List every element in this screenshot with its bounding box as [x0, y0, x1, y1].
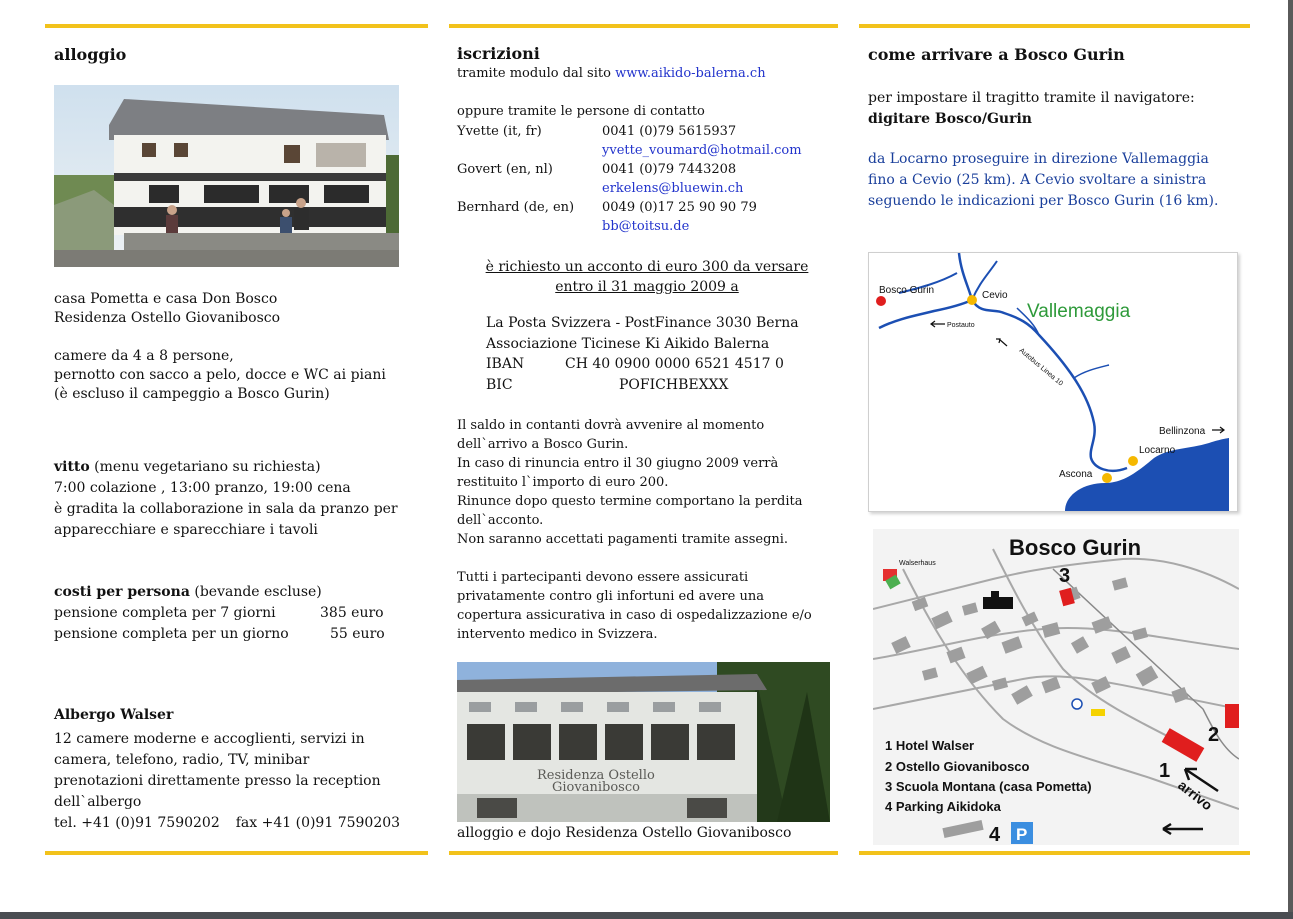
map-label-bus: Autobus Linea 10 [1017, 347, 1064, 388]
deposit-notice [457, 257, 837, 297]
directions-line: da Locarno proseguire in direzione Vallemaggia [868, 151, 1209, 167]
saldo-line: Non saranno accettati pagamenti tramite assegni. [457, 532, 789, 547]
ascona-marker [1102, 473, 1112, 483]
village-map-title: Bosco Gurin [1009, 535, 1142, 560]
saldo-line: In caso di rinuncia entro il 30 giugno 2009 verrà [457, 456, 779, 471]
bank-line: La Posta Svizzera - PostFinance 3030 Berna [486, 315, 799, 331]
window-edge-right [1288, 0, 1293, 919]
contact-email[interactable]: bb@toitsu.de [602, 219, 690, 234]
directions-text [868, 149, 1248, 212]
bank-details [486, 313, 836, 395]
cevio-marker [967, 295, 977, 305]
saldo-section [457, 416, 837, 644]
deposit-line: entro il 31 maggio 2009 a [555, 279, 739, 295]
map-number: 2 [1208, 724, 1220, 746]
iban-label: IBAN [486, 356, 525, 372]
meal-times: 7:00 colazione , 13:00 pranzo, 19:00 cena [54, 480, 351, 496]
building-sign: Residenza Ostello [537, 768, 655, 783]
top-rule-right [859, 24, 1250, 28]
left-title: alloggio [54, 45, 127, 64]
legend-item: 3 Scuola Montana (casa Pometta) [885, 779, 1092, 794]
house-name: Residenza Ostello Giovanibosco [54, 310, 281, 326]
casa-pometta-photo [54, 85, 399, 267]
saldo-line: dell`acconto. [457, 513, 544, 528]
top-rule-middle [449, 24, 838, 28]
contact-phone: 0049 (0)17 25 90 90 79 [602, 200, 757, 215]
left-body [54, 290, 429, 404]
nav-instructions [868, 88, 1248, 130]
contact-email[interactable]: erkelens@bluewin.ch [602, 181, 744, 196]
bottom-rule-middle [449, 851, 838, 855]
insurance-line: Tutti i partecipanti devono essere assicurati [457, 570, 749, 585]
ostello-marker [1225, 704, 1239, 728]
saldo-line: Rinunce dopo questo termine comportano la perdita [457, 494, 803, 509]
directions-line: seguendo le indicazioni per Bosco Gurin (16 km). [868, 193, 1219, 209]
vitto-note: (menu vegetariano su richiesta) [89, 459, 321, 475]
insurance-line: privatamente contro gli infortuni ed avere una [457, 589, 764, 604]
walser-title: Albergo Walser [54, 707, 174, 723]
map-number: 3 [1059, 565, 1071, 587]
costs-section [54, 582, 429, 645]
contact-email[interactable]: yvette_voumard@hotmail.com [602, 143, 802, 158]
walser-tel: tel. +41 (0)91 7590202 [54, 815, 220, 831]
map-label-bellinzona: Bellinzona [1159, 426, 1206, 437]
map-label-postauto: Postauto [947, 322, 975, 329]
top-rule-left [45, 24, 428, 28]
rooms-line: (è escluso il campeggio a Bosco Gurin) [54, 386, 330, 402]
cost-value: 55 euro [330, 626, 385, 642]
saldo-line: Il saldo in contanti dovrà avvenire al momento [457, 418, 765, 433]
village-map [873, 529, 1239, 845]
map-label-cevio: Cevio [982, 290, 1008, 301]
collab-line: è gradita la collaborazione in sala da pranzo per [54, 501, 398, 517]
costs-label: costi per persona [54, 584, 190, 600]
vitto-label: vitto [54, 459, 90, 475]
insurance-line: copertura assicurativa in caso di ospedalizzazione e/o [457, 608, 812, 623]
walser-line: 12 camere moderne e accoglienti, servizi in [54, 731, 365, 747]
walser-line: prenotazioni direttamente presso la reception [54, 773, 381, 789]
deposit-line: è richiesto un acconto di euro 300 da versare [485, 259, 809, 275]
building-sign: Giovanibosco [552, 780, 640, 795]
contact-name: Yvette (it, fr) [457, 124, 542, 139]
module-text: tramite modulo dal sito [457, 66, 616, 81]
saldo-line: restituito l`importo di euro 200. [457, 475, 669, 490]
contact-name: Govert (en, nl) [457, 162, 553, 177]
rooms-line: pernotto con sacco a pelo, docce e WC ai piani [54, 367, 386, 383]
legend-item: 1 Hotel Walser [885, 738, 975, 753]
residenza-ostello-photo [457, 662, 830, 822]
contacts-table [457, 122, 837, 236]
cost-label: pensione completa per un giorno [54, 626, 289, 642]
site-link[interactable]: www.aikido-balerna.ch [615, 66, 766, 81]
map-number: 1 [1159, 760, 1171, 782]
parking-letter: P [1016, 825, 1028, 844]
rooms-line: camere da 4 a 8 persone, [54, 348, 234, 364]
bottom-rule-left [45, 851, 428, 855]
map-region-label: Vallemaggia [1027, 301, 1131, 322]
walser-section [54, 705, 429, 834]
map-label-ascona: Ascona [1059, 469, 1093, 480]
walser-line: camera, telefono, radio, TV, minibar [54, 752, 310, 768]
map-label-walserhaus: Walserhaus [899, 560, 936, 567]
walser-fax: fax +41 (0)91 7590203 [235, 815, 401, 831]
info-icon [1072, 699, 1082, 709]
bank-line: Associazione Ticinese Ki Aikido Balerna [486, 335, 770, 352]
map-number: 4 [989, 824, 1001, 845]
locarno-marker [1128, 456, 1138, 466]
iban-value: CH 40 0900 0000 6521 4517 0 [565, 356, 784, 372]
photo-caption: alloggio e dojo Residenza Ostello Giovanibosco [457, 825, 792, 841]
middle-top [457, 44, 837, 121]
bus-stop-icon [1091, 709, 1105, 716]
contact-name: Bernhard (de, en) [457, 200, 575, 215]
nav-bold: digitare Bosco/Gurin [868, 111, 1032, 127]
bic-label: BIC [486, 376, 513, 393]
nav-line: per impostare il tragitto tramite il navigatore: [868, 90, 1195, 106]
map-label-locarno: Locarno [1139, 445, 1176, 456]
cost-label: pensione completa per 7 giorni [54, 605, 276, 621]
walser-line: dell`albergo [54, 794, 142, 810]
contacts-intro: oppure tramite le persone di contatto [457, 104, 705, 119]
arrivo-label: arrivo [1175, 776, 1216, 814]
house-name: casa Pometta e casa Don Bosco [54, 291, 278, 307]
contact-phone: 0041 (0)79 7443208 [602, 162, 737, 177]
insurance-line: intervento medico in Svizzera. [457, 627, 658, 642]
directions-line: fino a Cevio (25 km). A Cevio svoltare a sinistra [868, 172, 1207, 188]
contact-phone: 0041 (0)79 5615937 [602, 124, 737, 139]
collab-line: apparecchiare e sparecchiare i tavoli [54, 522, 318, 538]
legend-item: 4 Parking Aikidoka [885, 799, 1001, 814]
cost-value: 385 euro [320, 605, 384, 621]
map-label-bosco-gurin: Bosco Gurin [879, 285, 935, 296]
saldo-line: dell`arrivo a Bosco Gurin. [457, 437, 629, 452]
window-edge-bottom [0, 912, 1293, 919]
costs-note: (bevande escluse) [189, 584, 322, 600]
bic-value: POFICHBEXXX [619, 376, 729, 393]
vitto-section [54, 457, 429, 541]
bottom-rule-right [859, 851, 1250, 855]
middle-title: iscrizioni [457, 44, 540, 63]
route-map [868, 252, 1238, 512]
bosco-gurin-marker [876, 296, 886, 306]
right-title: come arrivare a Bosco Gurin [868, 45, 1125, 64]
legend-item: 2 Ostello Giovanibosco [885, 759, 1030, 774]
